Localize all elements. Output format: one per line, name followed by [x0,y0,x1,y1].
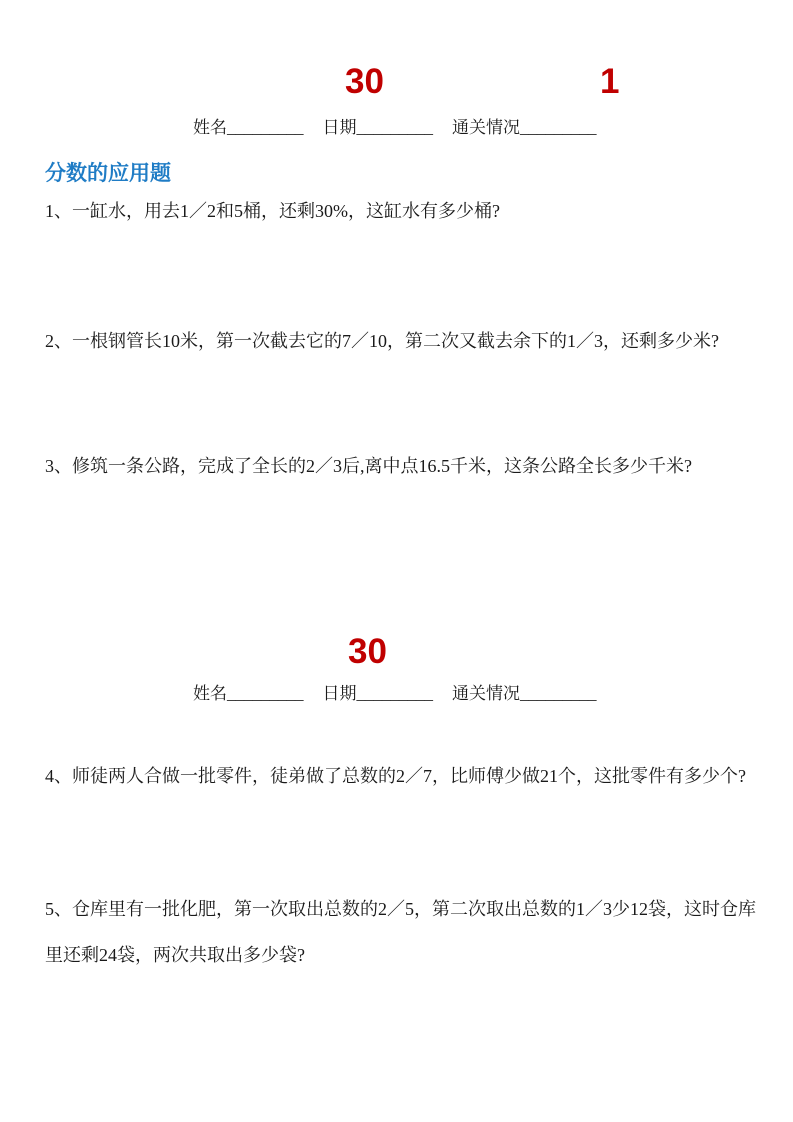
pass-status-blank-field: 通关情况_________ [452,684,597,703]
score-value-section2: 30 [348,632,387,671]
problem-1: 1、一缸水，用去1／2和5桶，还剩30%，这缸水有多少桶? [45,201,500,221]
problem-4: 4、师徒两人合做一批零件，徒弟做了总数的2／7，比师傅少做21个，这批零件有多少个? [45,766,746,786]
score-value-section1: 30 [345,62,384,101]
header-fields-section1 [193,117,597,139]
name-blank-field: 姓名_________ [193,684,304,703]
problem-3: 3、修筑一条公路，完成了全长的2／3后,离中点16.5千米，这条公路全长多少千米? [45,456,692,476]
date-blank-field: 日期_________ [322,118,433,137]
problem-5: 5、仓库里有一批化肥，第一次取出总数的2／5，第二次取出总数的1／3少12袋，这时仓库里还剩24袋，两次共取出多少袋? [45,899,756,965]
date-blank-field: 日期_________ [322,684,433,703]
page-number: 1 [600,62,620,101]
header-fields-section2 [193,683,597,705]
problem-2: 2、一根钢管长10米，第一次截去它的7／10，第二次又截去余下的1／3，还剩多少米? [45,331,719,351]
name-blank-field: 姓名_________ [193,118,304,137]
pass-status-blank-field: 通关情况_________ [452,118,597,137]
section-title: 分数的应用题 [45,162,171,185]
